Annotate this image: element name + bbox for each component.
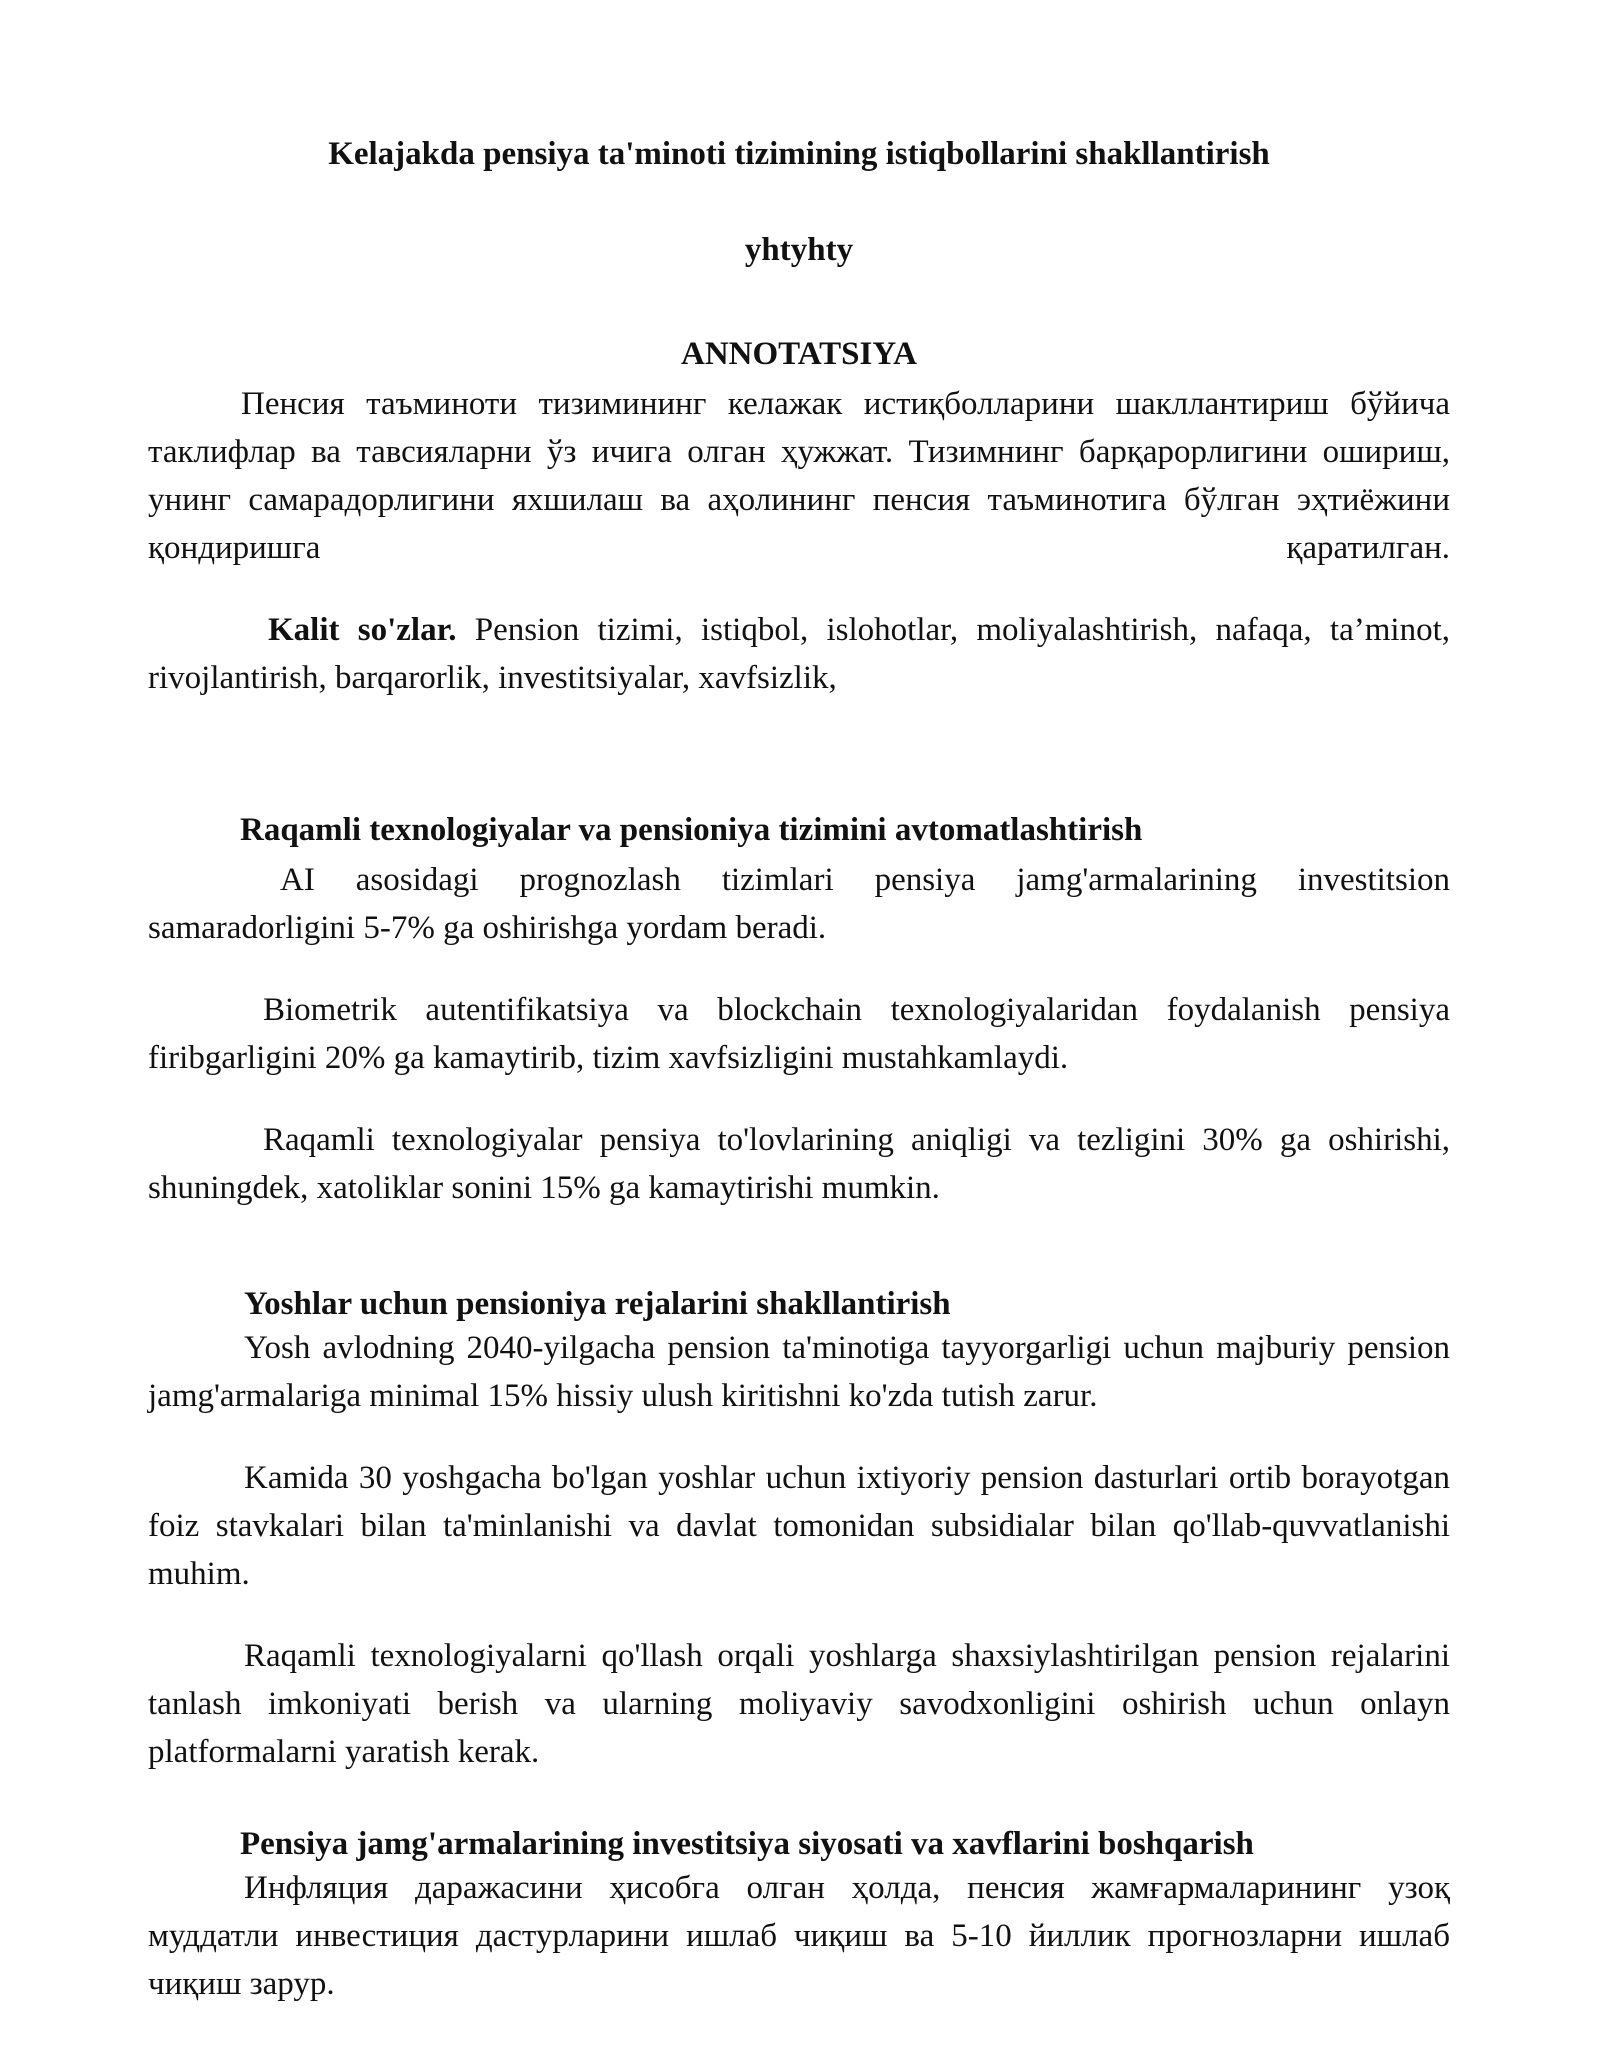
annotation-paragraph: Пенсия таъминоти тизимининг келажак истиқболларини шакллантириш бўйича таклифлар ва тавсияларни ўз ичига олган ҳужжат. Тизимнинг барқарорлигини ошириш, унинг самарадорлигини яхшилаш ва аҳолининг пенсия таъминотига бўлган эҳтиёжини қондиришга қаратилган. <box>148 386 1450 566</box>
section2-paragraph-1: Yosh avlodning 2040-yilgacha pension ta'minotiga tayyorgarligi uchun majburiy pension jamg'armalariga minimal 15% hissiy ulush kiritishni ko'zda tutish zarur. <box>148 1330 1450 1414</box>
section1-paragraph-3: Raqamli texnologiyalar pensiya to'lovlarining aniqligi va tezligini 30% ga oshirishi, shuningdek, xatoliklar sonini 15% ga kamaytirishi mumkin. <box>148 1122 1450 1206</box>
section1-paragraph-1: AI asosidagi prognozlash tizimlari pensiya jamg'armalarining investitsion samaradorligini 5-7% ga oshirishga yordam beradi. <box>148 862 1450 946</box>
section-heading-youth: Yoshlar uchun pensioniya rejalarini shakllantirish <box>244 1286 951 1322</box>
annotation-heading: ANNOTATSIYA <box>681 336 917 372</box>
section3-paragraph-1: Инфляция даражасини ҳисобга олган ҳолда, пенсия жамғармаларининг узоқ муддатли инвестиция дастурларини ишлаб чиқиш ва 5-10 йиллик прогнозларни ишлаб чиқиш зарур. <box>148 1870 1450 2002</box>
keywords-label: Kalit so'zlar. <box>268 612 457 648</box>
section1-paragraph-2: Biometrik autentifikatsiya va blockchain texnologiyalaridan foydalanish pensiya firibgarligini 20% ga kamaytirib, tizim xavfsizligini mustahkamlaydi. <box>148 992 1450 1076</box>
section2-paragraph-3: Raqamli texnologiyalarni qo'llash orqali yoshlarga shaxsiylashtirilgan pension rejalarini tanlash imkoniyati berish va ularning moliyaviy savodxonligini oshirish uchun onlayn platformalarni yaratish kerak. <box>148 1638 1450 1770</box>
section2-paragraph-2: Kamida 30 yoshgacha bo'lgan yoshlar uchun ixtiyoriy pension dasturlari ortib borayotgan foiz stavkalari bilan ta'minlanishi va davlat tomonidan subsidialar bilan qo'llab-quvvatlanishi muhim. <box>148 1460 1450 1592</box>
section-heading-digital: Raqamli texnologiyalar va pensioniya tizimini avtomatlashtirish <box>240 812 1143 848</box>
document-title: Kelajakda pensiya ta'minoti tizimining istiqbollarini shakllantirish <box>328 136 1270 172</box>
keywords-text: Pension tizimi, istiqbol, islohotlar, moliyalashtirish, nafaqa, ta’minot, rivojlantirish, barqarorlik, investitsiyalar, xavfsizlik, <box>148 612 1450 696</box>
section-heading-investment: Pensiya jamg'armalarining investitsiya siyosati va xavflarini boshqarish <box>240 1826 1254 1862</box>
document-author: yhtyhty <box>744 232 854 268</box>
keywords-paragraph <box>148 606 1450 702</box>
